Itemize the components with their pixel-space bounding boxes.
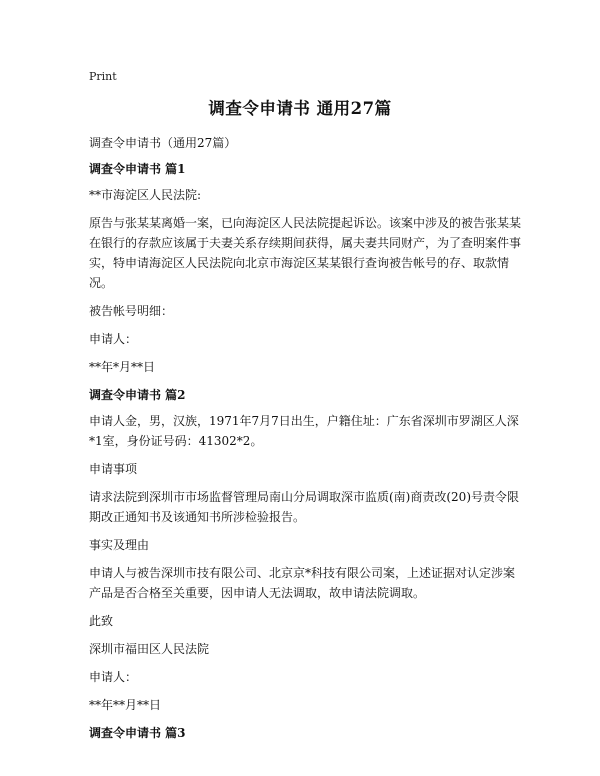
paragraph: 此致	[89, 614, 114, 628]
paragraph: 申请人金，男，汉族，1971年7月7日出生，户籍住址：广东省深圳市罗湖区人深*1室，身份证号码：41302*2。	[89, 414, 519, 448]
section-heading: 调查令申请书 篇2	[89, 388, 186, 402]
paragraph: 深圳市福田区人民法院	[89, 642, 210, 656]
section-heading: 调查令申请书 篇1	[89, 162, 186, 176]
paragraph: 申请事项	[89, 462, 138, 476]
print-link[interactable]: Print	[89, 70, 117, 83]
document-subtitle: 调查令申请书（通用27篇）	[89, 136, 237, 150]
paragraph: 被告帐号明细：	[89, 304, 174, 318]
paragraph: **年**月**日	[89, 698, 162, 712]
paragraph: 原告与张某某离婚一案，已向海淀区人民法院提起诉讼。该案中涉及的被告张某某在银行的存款应该属于夫妻关系存续期间获得，属夫妻共同财产，为了查明案件事实，特申请海淀区人民法院向北京市海淀区某某银行查询被告帐号的存、取款情况。	[89, 216, 522, 290]
document-body	[89, 133, 521, 749]
section-heading: 调查令申请书 篇3	[89, 726, 186, 740]
page-title: 调查令申请书 通用27篇	[208, 99, 392, 118]
paragraph: **市海淀区人民法院:	[89, 188, 202, 202]
paragraph: 事实及理由	[89, 538, 150, 552]
paragraph: 申请人与被告深圳市技有限公司、北京京*科技有限公司案，上述证据对认定涉案产品是否合格至关重要，因申请人无法调取，故申请法院调取。	[89, 566, 516, 600]
paragraph: **年*月**日	[89, 360, 156, 374]
paragraph: 请求法院到深圳市市场监督管理局南山分局调取深市监质(南)商责改(20)号责令限期改正通知书及该通知书所涉检验报告。	[89, 490, 519, 524]
paragraph: 申请人：	[89, 332, 138, 346]
paragraph: 申请人：	[89, 670, 138, 684]
